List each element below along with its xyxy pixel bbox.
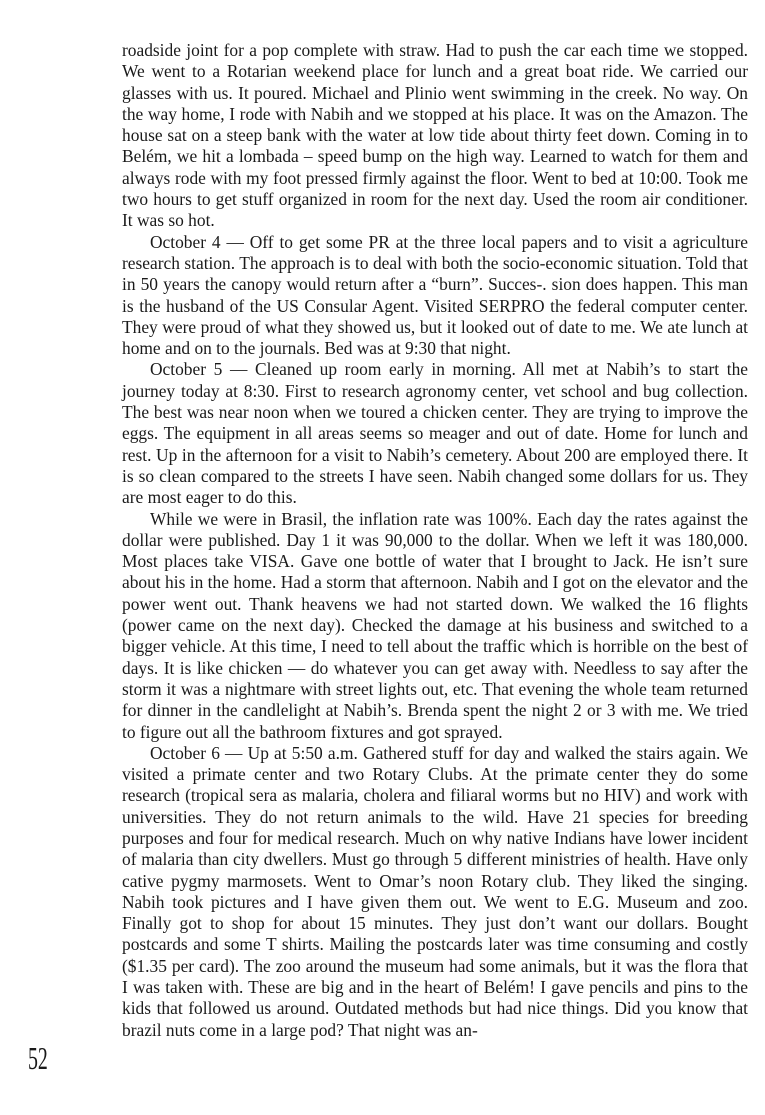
paragraph-inflation: While we were in Brasil, the inflation rate was 100%. Each day the rates against the dollar were published. Day 1 it was 90,000 to the dollar. When we left it was 180,000. Most places take VISA. Gave one bottle of water that I brought to Jack. He isn’t sure about his in the home. Had a storm that afternoon. Nabih and I got on the elevator and the power went out. Thank heavens we had not started down. We walked the 16 flights (power came on the next day). Checked the damage at his business and switched to a bigger vehicle. At this time, I need to tell about the traffic which is horrible on the best of days. It is like chicken — do whatever you can get away with. Needless to say after the storm it was a nightmare with street lights out, etc. That evening the whole team returned for dinner in the candlelight at Nabih’s. Brenda spent the night 2 or 3 with me. We tried to figure out all the bathroom fixtures and got sprayed. <box>122 508 748 742</box>
paragraph-october-6: October 6 — Up at 5:50 a.m. Gathered stuff for day and walked the stairs again. We visited a primate center and two Rotary Clubs. At the primate center they do some research (tropical sera as malaria, cholera and filiaral worms but no HIV) and work with universities. They do not return animals to the wild. Have 21 species for breeding purposes and four for medical research. Much on why native Indians have lower incident of malaria than city dwellers. Must go through 5 different ministries of health. Have only cative pygmy marmosets. Went to Omar’s noon Rotary club. They liked the singing. Nabih took pictures and I have given them out. We went to E.G. Museum and zoo. Finally got to shop for about 15 minutes. They just don’t want our dollars. Bought postcards and some T shirts. Mailing the postcards later was time consuming and costly ($1.35 per card). The zoo around the museum had some animals, but it was the flora that I was taken with. These are big and in the heart of Belém! I gave pencils and pins to the kids that followed us around. Outdated methods but had nice things. Did you know that brazil nuts come in a large pod? That night was an- <box>122 742 748 1040</box>
page-number: 52 <box>28 1040 48 1076</box>
paragraph-october-5: October 5 — Cleaned up room early in morning. All met at Nabih’s to start the journey today at 8:30. First to research agronomy center, vet school and bug collection. The best was near noon when we toured a chicken center. They are trying to improve the eggs. The equipment in all areas seems so meager and out of date. Home for lunch and rest. Up in the afternoon for a visit to Nabih’s cemetery. About 200 are employed there. It is so clean compared to the streets I have seen. Nabih changed some dollars for us. They are most eager to do this. <box>122 359 748 508</box>
paragraph-october-4: October 4 — Off to get some PR at the three local papers and to visit a agriculture research station. The approach is to deal with both the socio-economic situation. Told that in 50 years the canopy would return after a “burn”. Succes-. sion does happen. This man is the husband of the US Consular Agent. Visited SERPRO the federal computer center. They were proud of what they showed us, but it looked out of date to me. We ate lunch at home and on to the journals. Bed was at 9:30 that night. <box>122 231 748 359</box>
paragraph-continued: roadside joint for a pop complete with straw. Had to push the car each time we stopped. We went to a Rotarian weekend place for lunch and a great boat ride. We carried our glasses with us. It poured. Michael and Plinio went swimming in the creek. No way. On the way home, I rode with Nabih and we stopped at his place. It was on the Amazon. The house sat on a steep bank with the water at low tide about thirty feet down. Coming in to Belém, we hit a lombada – speed bump on the high way. Learned to watch for them and always rode with my foot pressed firmly against the floor. Went to bed at 10:00. Took me two hours to get stuff organized in room for the next day. Used the room air conditioner. It was so hot. <box>122 40 748 231</box>
body-text <box>122 40 748 1041</box>
